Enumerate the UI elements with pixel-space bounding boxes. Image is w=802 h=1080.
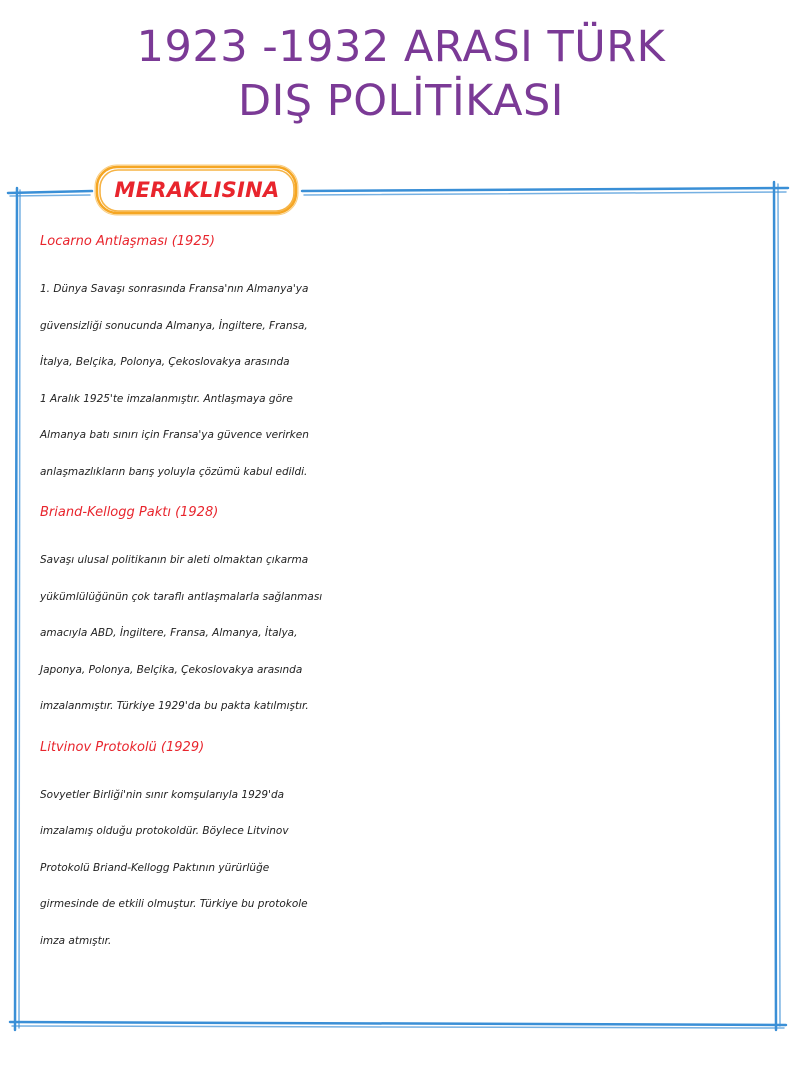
meraklisina-badge <box>94 163 300 217</box>
body-line: imzalamış olduğu protokoldür. Böylece Litvinov <box>40 825 289 837</box>
badge-label: MERAKLISINA <box>114 178 280 202</box>
info-box-content <box>40 225 770 965</box>
section-heading: Briand-Kellogg Paktı (1928) <box>40 505 219 520</box>
body-line: amacıyla ABD, İngiltere, Fransa, Almanya, İtalya, <box>40 627 298 639</box>
body-line: 1. Dünya Savaşı sonrasında Fransa'nın Almanya'ya <box>40 283 309 295</box>
page-title-line-1: 1923 -1932 ARASI TÜRK <box>136 22 666 72</box>
body-line: Sovyetler Birliği'nin sınır komşularıyla 1929'da <box>40 788 285 801</box>
page-title <box>0 20 802 128</box>
body-line: imza atmıştır. <box>40 934 112 947</box>
section-locarno <box>40 225 770 490</box>
section-body <box>40 542 770 725</box>
body-line: Almanya batı sınırı için Fransa'ya güvence verirken <box>40 429 309 441</box>
body-line: imzalanmıştır. Türkiye 1929'da bu pakta katılmıştır. <box>40 700 309 712</box>
section-heading: Litvinov Protokolü (1929) <box>40 739 205 755</box>
body-line: Savaşı ulusal politikanın bir aleti olmaktan çıkarma <box>40 554 309 566</box>
body-line: girmesinde de etkili olmuştur. Türkiye bu protokole <box>40 898 308 910</box>
body-line: güvensizliği sonucunda Almanya, İngiltere, Fransa, <box>40 319 308 332</box>
body-line: İtalya, Belçika, Polonya, Çekoslovakya arasında <box>40 356 290 368</box>
page-title-line-2: DIŞ POLİTİKASI <box>238 76 564 126</box>
body-line: Japonya, Polonya, Belçika, Çekoslovakya arasında <box>40 663 303 676</box>
section-briand-kellogg <box>40 496 770 725</box>
body-line: yükümlülüğünün çok taraflı antlaşmalarla sağlanması <box>40 590 323 603</box>
body-line: 1 Aralık 1925'te imzalanmıştır. Antlaşmaya göre <box>40 392 293 405</box>
body-line: Protokolü Briand-Kellogg Paktının yürürlüğe <box>40 861 270 874</box>
section-heading: Locarno Antlaşması (1925) <box>40 234 215 249</box>
body-line: anlaşmazlıkların barış yoluyla çözümü kabul edildi. <box>40 465 308 478</box>
section-litvinov <box>40 731 770 960</box>
section-body <box>40 271 770 490</box>
section-body <box>40 777 770 960</box>
